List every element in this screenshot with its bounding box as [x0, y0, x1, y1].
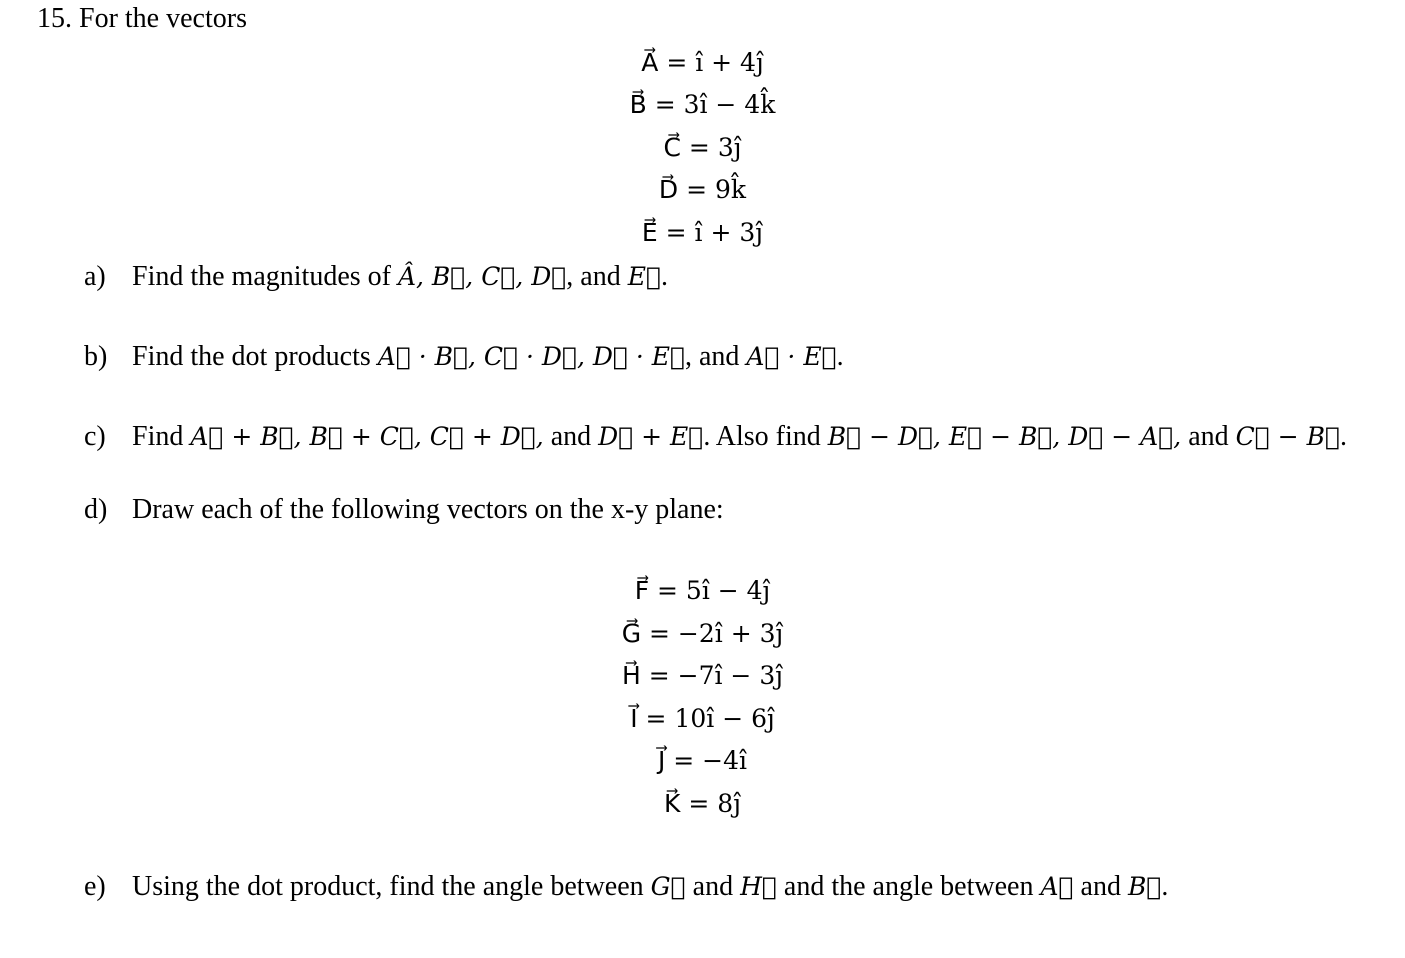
part-e-label: e)	[84, 871, 106, 902]
part-a-text: Find the magnitudes of	[132, 261, 398, 292]
equation-vector-g: G⃗ = −2ı̂ + 3ȷ̂	[621, 619, 784, 648]
part-b-math: A⃗ · B⃗, C⃗ · D⃗, D⃗ · E⃗	[377, 342, 685, 371]
equation-vector-h: H⃗ = −7ı̂ − 3ȷ̂	[622, 661, 783, 690]
part-a-math2: E⃗	[627, 262, 661, 291]
equation-vector-d: D⃗ = 9k̂	[658, 175, 747, 204]
part-e-math2: H⃗	[740, 872, 777, 901]
part-c-math2: D⃗ + E⃗	[598, 422, 704, 451]
part-d-text: Draw each of the following vectors on the x-y plane:	[132, 494, 724, 525]
part-c-math: A⃗ + B⃗, B⃗ + C⃗, C⃗ + D⃗,	[190, 422, 544, 451]
part-c-and: and	[543, 421, 599, 452]
part-b-text: Find the dot products	[132, 341, 378, 372]
part-a-math: Â, B⃗, C⃗, D⃗	[397, 262, 567, 291]
equation-vector-c: C⃗ = 3ȷ̂	[663, 133, 742, 162]
equation-vector-k: K⃗ = 8ȷ̂	[664, 789, 741, 818]
equation-vector-j: J⃗ = −4ı̂	[657, 746, 748, 775]
part-e-math4: B⃗	[1127, 872, 1162, 901]
equation-vector-a: A⃗ = ı̂ + 4ȷ̂	[641, 48, 764, 77]
part-a-label: a)	[84, 261, 106, 292]
part-e-and: and	[685, 871, 741, 902]
part-e-mid: and the angle between	[776, 871, 1041, 902]
equation-vector-f: F⃗ = 5ı̂ − 4ȷ̂	[634, 576, 771, 605]
equation-vector-i: I⃗ = 10ı̂ − 6ȷ̂	[630, 704, 775, 733]
part-c-text: Find	[132, 421, 191, 452]
part-e-math3: A⃗	[1040, 872, 1074, 901]
part-b	[84, 338, 844, 376]
part-c-math3: B⃗ − D⃗, E⃗ − B⃗, D⃗ − A⃗,	[827, 422, 1182, 451]
equation-vector-b: B⃗ = 3ı̂ − 4k̂	[629, 90, 776, 119]
part-c-label: c)	[84, 421, 106, 452]
problem-heading: 15. For the vectors	[37, 3, 247, 34]
part-b-and: , and	[684, 341, 747, 372]
part-a-and: , and	[566, 261, 628, 292]
part-e-math: G⃗	[650, 872, 686, 901]
part-b-label: b)	[84, 341, 108, 372]
part-c-and2: and	[1181, 421, 1236, 452]
part-a	[84, 258, 668, 296]
part-b-math2: A⃗ · E⃗	[746, 342, 837, 371]
part-c-end: .	[1339, 421, 1347, 452]
part-e-text: Using the dot product, find the angle between	[132, 871, 651, 902]
part-e	[84, 868, 1168, 906]
part-e-and2: and	[1073, 871, 1128, 902]
part-c-mid: . Also find	[703, 421, 828, 452]
part-b-end: .	[836, 341, 844, 372]
part-d	[84, 491, 724, 529]
part-c-math4: C⃗ − B⃗	[1235, 422, 1340, 451]
part-c	[84, 418, 1347, 456]
part-a-end: .	[660, 261, 668, 292]
part-d-label: d)	[84, 494, 108, 525]
part-e-end: .	[1161, 871, 1169, 902]
equation-vector-e: E⃗ = ı̂ + 3ȷ̂	[641, 218, 764, 247]
